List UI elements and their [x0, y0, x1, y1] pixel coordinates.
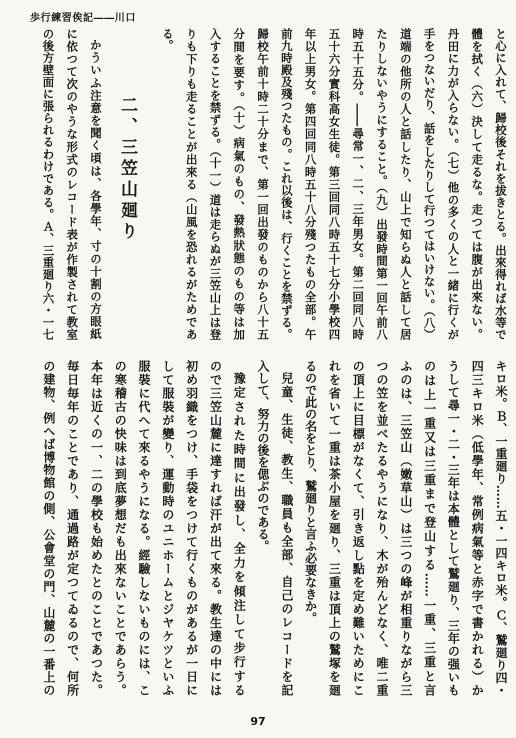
text-column: たりしないやうにすること。（九）出發時間第一回午前八	[375, 28, 390, 340]
text-column: 前九時殿及殘つたもの。これ以後は、行くことを禁ずる。	[279, 28, 294, 340]
text-column: 年以上男女。第四回同八時五十八分殘つたもの全部。午	[303, 28, 318, 340]
text-column: 歸校午前十時二十分まで、第一回出發のものから八十五	[256, 28, 271, 340]
text-column: りも下りも走ることが出來る（山風を恐れるがためであ	[184, 28, 199, 340]
text-column: の寒稽古の快味は到底夢想だも出來ないことであらう。	[113, 360, 128, 696]
text-column: と心に入れて、歸校後それを拔きとる。出來得れば水等で	[494, 28, 508, 340]
text-column: ふのは、三笠山（嫩草山）は三つの峰が相重りながら三	[398, 360, 413, 696]
text-column: うして尋一・二・三年は本體として鷲廻り、三年の强いも	[446, 360, 461, 696]
text-column: して服裝が變り、運動時のユニホームとジヤケツといふ	[160, 360, 175, 696]
text-column: る。	[160, 28, 175, 51]
lower-tier	[36, 360, 512, 696]
text-column: つの笠を並べたるやうになり、木が殆んどなく、唯二重	[375, 360, 390, 696]
text-column: 道端の他所の人と話したり、山上で知らぬ人と話して居	[398, 28, 413, 340]
running-header: 歩行練習俟記――川口	[30, 13, 136, 24]
text-column: の後方壁面に張られるわけである。Ａ、三重廻り六・一七	[41, 28, 56, 340]
upper-tier-section-intro	[36, 28, 107, 340]
text-column: キロ米。Ｂ、一重廻り……五・一四キロ米。Ｃ、鷲廻り四・	[494, 360, 508, 696]
text-column: 兒童、生徒、教生、職員も全部、自己のレコードを記	[279, 372, 294, 696]
text-column: 服裝に代へて來るやうになる。經驗しないものには、こ	[137, 360, 152, 696]
text-column: れを省いて一重は茶小屋を廻り、三重は頂上の鷲塚を廻	[327, 360, 342, 696]
text-column: かういふ注意を聞く頃は、各學年、寸の十割の方眼紙	[89, 39, 103, 340]
text-column: 時五十五分。――尋常一、二、三年男女。第二回同八時	[351, 28, 366, 340]
section-heading: 二、三笠山廻り	[117, 96, 137, 243]
text-column: 分間を要す。（十）病氣のもの、發熱狀態のもの等は加	[232, 28, 247, 340]
text-column: 丹田に力が入らない。（七）他の多くの人と一緒に行くが	[446, 28, 461, 340]
text-column: に依つて次のやうな形式のレコード表が作製されて教室	[65, 28, 80, 340]
text-column: のは上一重又は三重まで登山する……一重、三重と言	[422, 360, 437, 696]
text-column: 豫定された時間に出發し、全力を傾注して步行する	[232, 372, 247, 696]
text-column: ので三笠山麓に達すれば汗が出て來る。教生達の中には	[208, 360, 223, 696]
text-column: 毎日毎年のことであり、通過路が定つてゐるので、何所	[65, 360, 80, 696]
text-column: 初め羽織をつけ、手袋をつけて行くものがあるが一日に	[184, 360, 199, 696]
text-column: 入することを禁ずる。（十一）道は走らぬが三笠山上は登	[208, 28, 223, 340]
text-column: の頂上に目標がなくて、引き返し點を定め難いためにこ	[351, 360, 366, 696]
text-column: 體を拭く（六）決して走るな。走つては腹が出來ない。	[470, 28, 485, 340]
upper-tier-previous-section	[155, 28, 512, 340]
text-column: の建物、例へば博物館の側、公會堂の門、山麓の一番上の	[41, 360, 56, 696]
text-column: 入して、努力の後を偲ぶのである。	[256, 360, 271, 552]
text-column: 五十六分實科高女生徒。第三回同八時五十七分小學校四	[327, 28, 342, 340]
text-column: 手をつないだり、話をしたりして行つてはいけない。（八）	[422, 28, 437, 340]
text-column: 四三キロ米（低學年、常例病氣等と赤字で書かれる）か	[470, 360, 485, 696]
text-column: 本年は近くの一、二の學校も始めたとのことであつた。	[89, 360, 104, 696]
text-column: るので此の名をとり、鷲廻りと言ふ必要なきか。	[303, 360, 318, 624]
page-number: 97	[250, 715, 266, 728]
